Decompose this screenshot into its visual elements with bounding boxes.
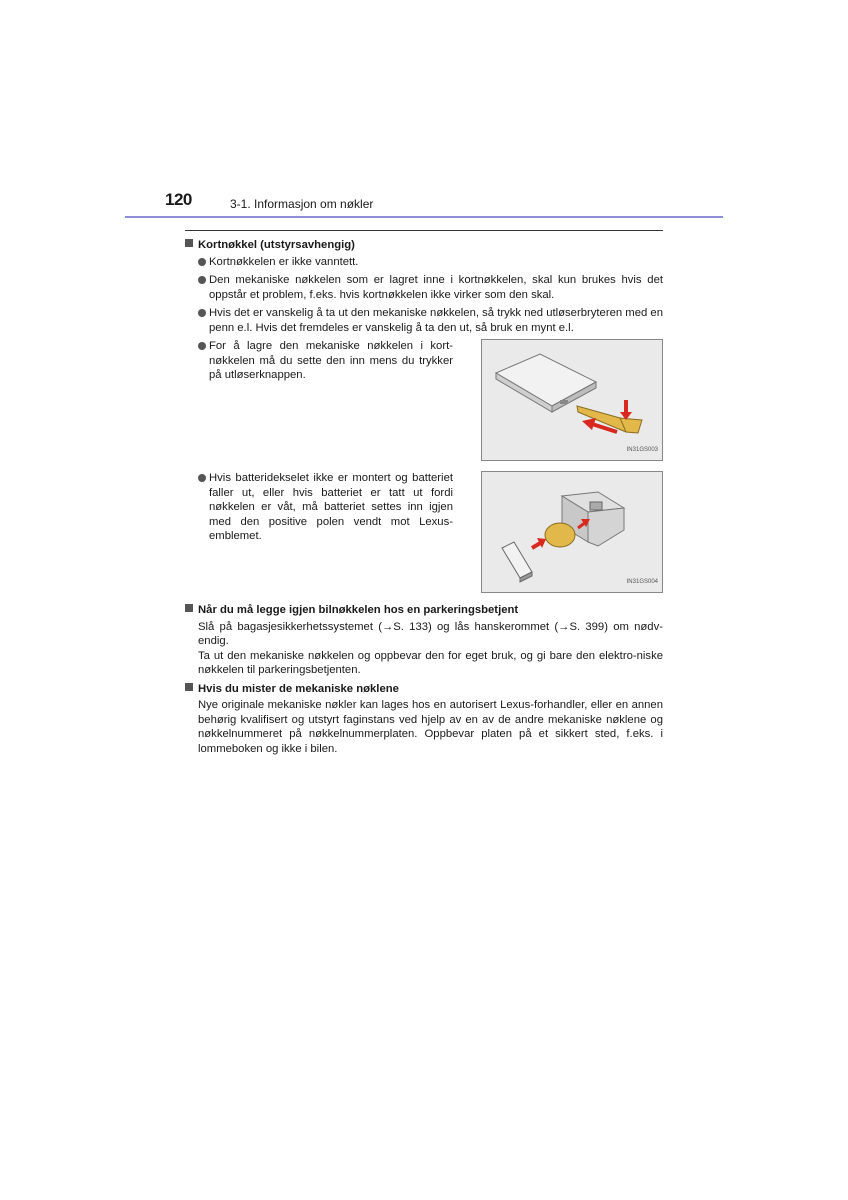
bullet-dot-icon xyxy=(198,258,206,266)
bullet-dot-icon xyxy=(198,342,206,350)
bullet-text: Hvis det er vanskelig å ta ut den mekaniske nøkkelen, så trykk ned utløserbryteren med en penn e.l. Hvis det fremdeles er vanskelig å ta den ut, så bruk en mynt e.l. xyxy=(209,307,663,334)
bullet-dot-icon xyxy=(198,276,206,284)
square-bullet-icon xyxy=(185,604,193,612)
bullet-item xyxy=(198,471,453,544)
square-bullet-icon xyxy=(185,683,193,691)
valet-heading-text: Når du må legge igjen bilnøkkelen hos en parkeringsbetjent xyxy=(198,604,519,616)
section-title: 3-1. Informasjon om nøkler xyxy=(230,197,374,211)
card-key-heading xyxy=(185,238,663,253)
lost-keys-heading-text: Hvis du mister de mekaniske nøklene xyxy=(198,682,399,695)
bullet-dot-icon xyxy=(198,309,206,317)
bullet-text: Den mekaniske nøkkelen som er lagret inne i kortnøkkelen, skal kun brukes hvis det oppstår et problem, f.eks. hvis kortnøkkelen ikke virker som den skal. xyxy=(209,274,663,301)
bullet-item xyxy=(198,255,663,270)
valet-paragraph-2: Ta ut den mekaniske nøkkelen og oppbevar den for eget bruk, og gi bare den elektro-niske nøkkelen til parkeringsbetjenten. xyxy=(198,649,663,676)
bullet-item xyxy=(198,273,663,302)
lost-keys-paragraph: Nye originale mekaniske nøkler kan lages hos en autorisert Lexus-forhandler, eller en annen behørig kvalifisert og utstyrt faginstans ved hjelp av en av de andre mekaniske nøklene og nøkkelnummeret på nøkkelnummerplaten. Oppbevar platen på et sikkert sted, f.eks. i lommeboken og ikke i bilen. xyxy=(198,699,663,755)
bullet-text: For å lagre den mekaniske nøkkelen i kort-nøkkelen må du sette den inn mens du trykker på utløserknappen. xyxy=(209,340,453,381)
figure-card-key-insert xyxy=(481,339,663,461)
header-rule xyxy=(125,216,723,218)
card-key-heading-text: Kortnøkkel (utstyrsavhengig) xyxy=(198,239,355,251)
figure-row-1 xyxy=(185,339,663,461)
bullet-text: Hvis batteridekselet ikke er montert og batteriet faller ut, eller hvis batteriet er tatt ut fordi nøkkelen er våt, må batteriet settes inn igjen med den positive polen vendt mot Lexus-emblemet. xyxy=(209,472,453,542)
valet-heading xyxy=(185,603,663,618)
page-number: 120 xyxy=(165,190,192,209)
figure-battery-insert xyxy=(481,471,663,593)
bullet-text: Kortnøkkelen er ikke vanntett. xyxy=(209,255,359,268)
figure-code: IN31GS004 xyxy=(626,578,658,585)
content-rule xyxy=(185,230,663,231)
lost-keys-heading xyxy=(185,682,663,697)
square-bullet-icon xyxy=(185,239,193,247)
bullet-item xyxy=(198,306,663,335)
bullet-item xyxy=(198,339,453,383)
content xyxy=(185,238,663,756)
bullet-dot-icon xyxy=(198,474,206,482)
valet-paragraph-1: Slå på bagasjesikkerhetssystemet (→S. 133) og lås hanskerommet (→S. 399) om nødv-endig. xyxy=(198,620,663,647)
figure-code: IN31GS003 xyxy=(626,446,658,453)
figure-row-2 xyxy=(185,471,663,593)
